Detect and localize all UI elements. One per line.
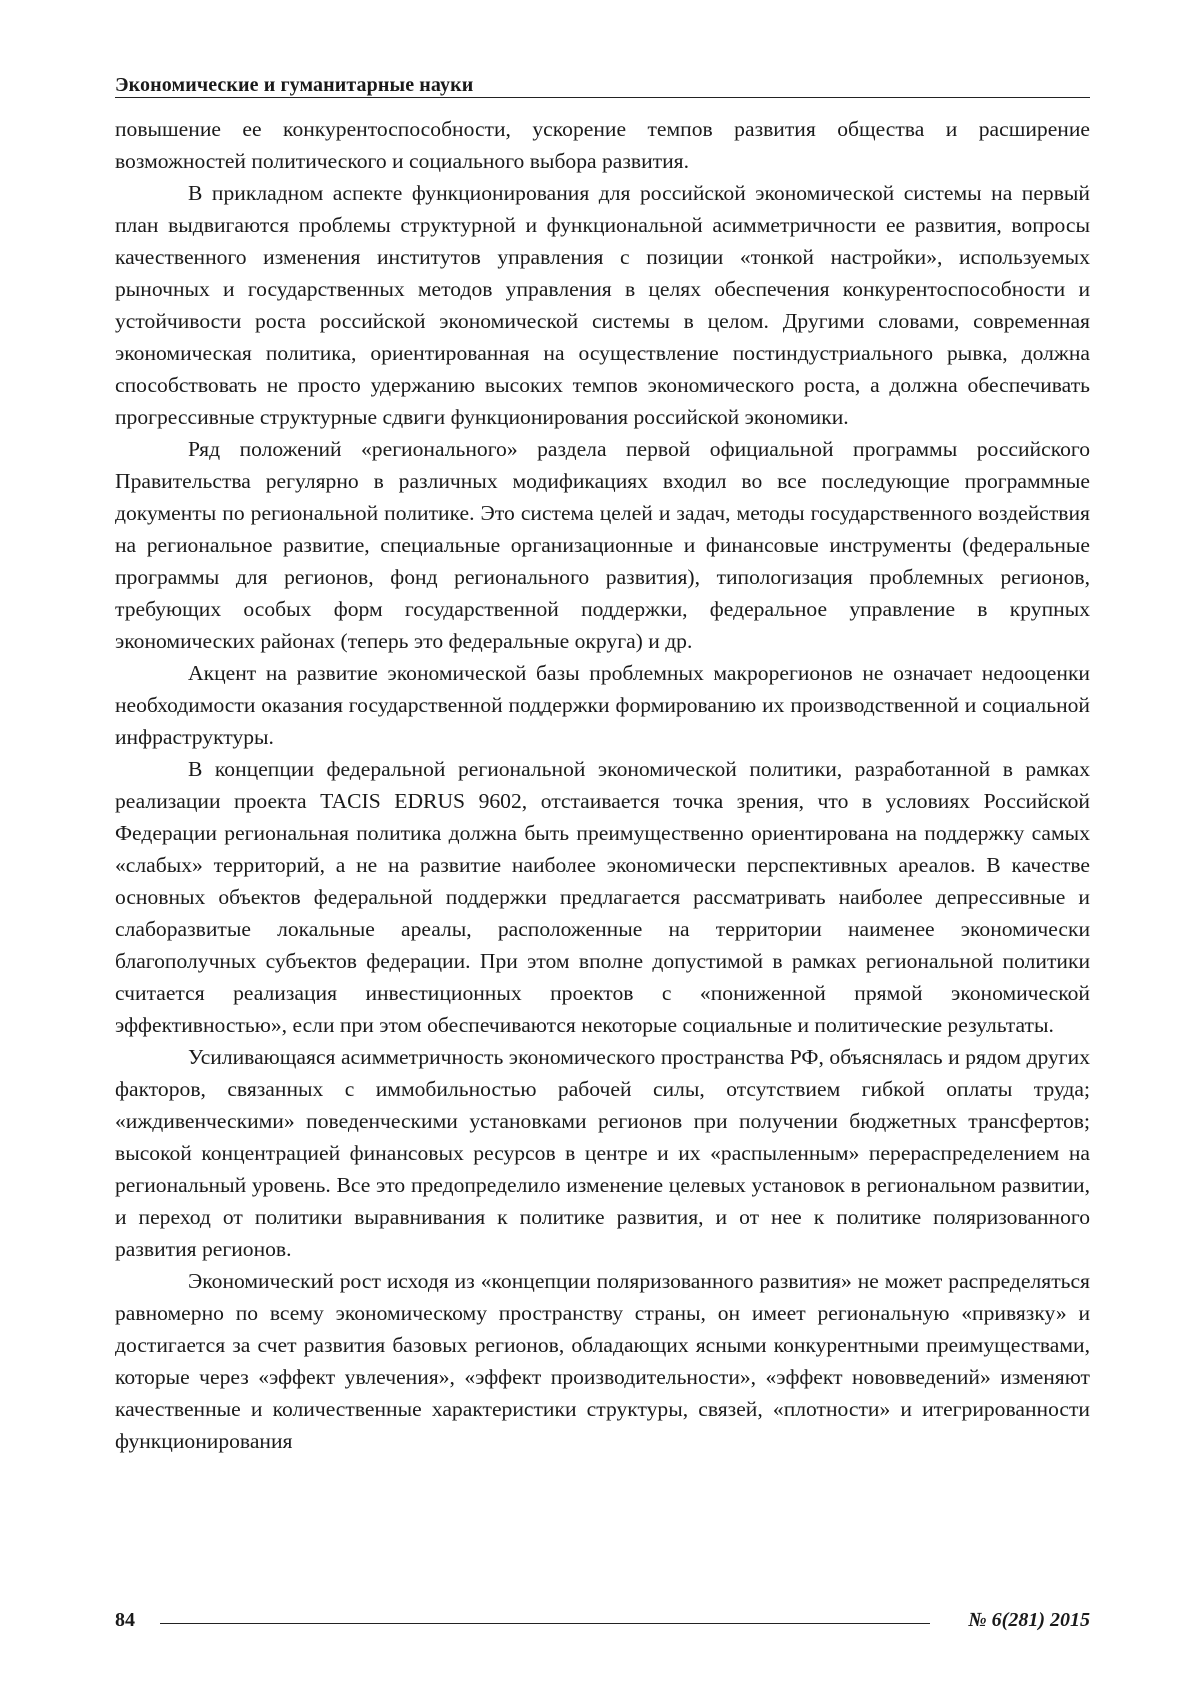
running-footer	[115, 1608, 1090, 1638]
journal-title: Экономические и гуманитарные науки	[115, 74, 1090, 96]
paragraph-continuation: повышение ее конкурентоспособности, ускорение темпов развития общества и расширение возможностей политического и социального выбора развития.	[115, 113, 1090, 177]
paragraph: Акцент на развитие экономической базы проблемных макрорегионов не означает недооценки необходимости оказания государственной поддержки формированию их производственной и социальной инфраструктуры.	[115, 657, 1090, 753]
paragraph: Усиливающаяся асимметричность экономического пространства РФ, объяснялась и рядом других факторов, связанных с иммобильностью рабочей силы, отсутствием гибкой оплаты труда; «иждивенческими» поведенческими установками регионов при получении бюджетных трансфертов; высокой концентрацией финансовых ресурсов в центре и их «распыленным» перераспределением на региональный уровень. Все это предопределило изменение целевых установок в региональном развитии, и переход от политики выравнивания к политике развития, и от нее к политике поляризованного развития регионов.	[115, 1041, 1090, 1265]
document-page	[0, 0, 1200, 1698]
page-number: 84	[115, 1608, 135, 1632]
issue-label: № 6(281) 2015	[968, 1608, 1090, 1632]
running-header	[115, 74, 1090, 98]
paragraph: В прикладном аспекте функционирования для российской экономической системы на первый план выдвигаются проблемы структурной и функциональной асимметричности ее развития, вопросы качественного изменения институтов управления с позиции «тонкой настройки», используемых рыночных и государственных методов управления в целях обеспечения конкурентоспособности и устойчивости роста российской экономической системы в целом. Другими словами, современная экономическая политика, ориентированная на осуществление постиндустриального рывка, должна способствовать не просто удержанию высоких темпов экономического роста, а должна обеспечивать прогрессивные структурные сдвиги функционирования российской экономики.	[115, 177, 1090, 433]
paragraph: В концепции федеральной региональной экономической политики, разработанной в рамках реализации проекта TACIS EDRUS 9602, отстаивается точка зрения, что в условиях Российской Федерации региональная политика должна быть преимущественно ориентирована на поддержку самых «слабых» территорий, а не на развитие наиболее экономически перспективных ареалов. В качестве основных объектов федеральной поддержки предлагается рассматривать наиболее депрессивные и слаборазвитые локальные ареалы, расположенные на территории наименее экономически благополучных субъектов федерации. При этом вполне допустимой в рамках региональной политики считается реализация инвестиционных проектов с «пониженной прямой экономической эффективностью», если при этом обеспечиваются некоторые социальные и политические результаты.	[115, 753, 1090, 1041]
footer-divider	[160, 1623, 930, 1624]
paragraph: Ряд положений «регионального» раздела первой официальной программы российского Правительства регулярно в различных модификациях входил во все последующие программные документы по региональной политике. Это система целей и задач, методы государственного воздействия на региональное развитие, специальные организационные и финансовые инструменты (федеральные программы для регионов, фонд регионального развития), типологизация проблемных регионов, требующих особых форм государственной поддержки, федеральное управление в крупных экономических районах (теперь это федеральные округа) и др.	[115, 433, 1090, 657]
paragraph: Экономический рост исходя из «концепции поляризованного развития» не может распределяться равномерно по всему экономическому пространству страны, он имеет региональную «привязку» и достигается за счет развития базовых регионов, обладающих ясными конкурентными преимуществами, которые через «эффект увлечения», «эффект производительности», «эффект нововведений» изменяют качественные и количественные характеристики структуры, связей, «плотности» и итегрированности функционирования	[115, 1265, 1090, 1457]
article-body	[115, 113, 1090, 1457]
